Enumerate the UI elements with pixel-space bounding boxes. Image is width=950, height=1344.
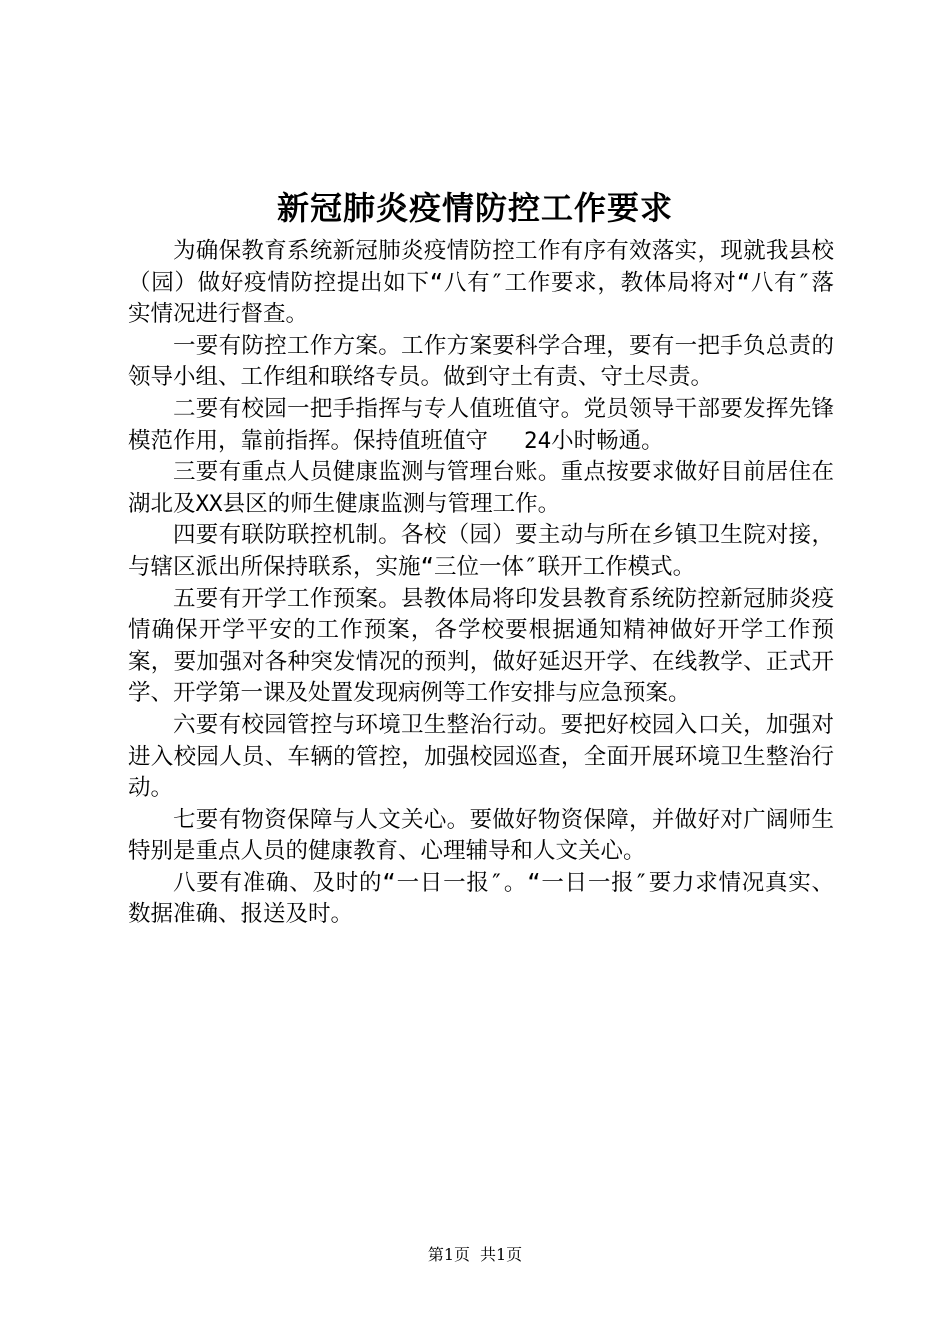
- paragraph-item-2: 二要有校园一把手指挥与专人值班值守。党员领导干部要发挥先锋模范作用，靠前指挥。保持值班值守 24小时畅通。: [128, 395, 834, 454]
- paragraph-item-1: 一要有防控工作方案。工作方案要科学合理，要有一把手负总责的领导小组、工作组和联络专员。做到守土有责、守土尽责。: [128, 332, 834, 391]
- paragraph-item-4: 四要有联防联控机制。各校（园）要主动与所在乡镇卫生院对接，与辖区派出所保持联系，实施“三位一体″联开工作模式。: [128, 522, 834, 580]
- paragraph-item-8: 八要有准确、及时的“一日一报″。“一日一报″要力求情况真实、数据准确、报送及时。: [128, 869, 834, 928]
- page-footer: [0, 1244, 950, 1266]
- paragraph-item-6: 六要有校园管控与环境卫生整治行动。要把好校园入口关，加强对进入校园人员、车辆的管控，加强校园巡查，全面开展环境卫生整治行动。: [128, 711, 834, 802]
- paragraph-item-3: 三要有重点人员健康监测与管理台账。重点按要求做好目前居住在湖北及XX县区的师生健康监测与管理工作。: [128, 459, 834, 517]
- document-title: 新冠肺炎疫情防控工作要求: [276, 189, 673, 227]
- intro-paragraph: 为确保教育系统新冠肺炎疫情防控工作有序有效落实，现就我县校（园）做好疫情防控提出如下“八有″工作要求，教体局将对“八有″落实情况进行督查。: [128, 238, 834, 328]
- page-number: 第1页: [427, 1245, 470, 1264]
- page-total: 共1页: [480, 1245, 523, 1264]
- document-body: [128, 236, 834, 931]
- paragraph-item-5: 五要有开学工作预案。县教体局将印发县教育系统防控新冠肺炎疫情确保开学平安的工作预案，各学校要根据通知精神做好开学工作预案，要加强对各种突发情况的预判，做好延迟开学、在线教学、正式开学、开学第一课及处置发现病例等工作安排与应急预案。: [128, 585, 834, 707]
- paragraph-item-7: 七要有物资保障与人文关心。要做好物资保障，并做好对广阔师生特别是重点人员的健康教育、心理辅导和人文关心。: [128, 806, 834, 865]
